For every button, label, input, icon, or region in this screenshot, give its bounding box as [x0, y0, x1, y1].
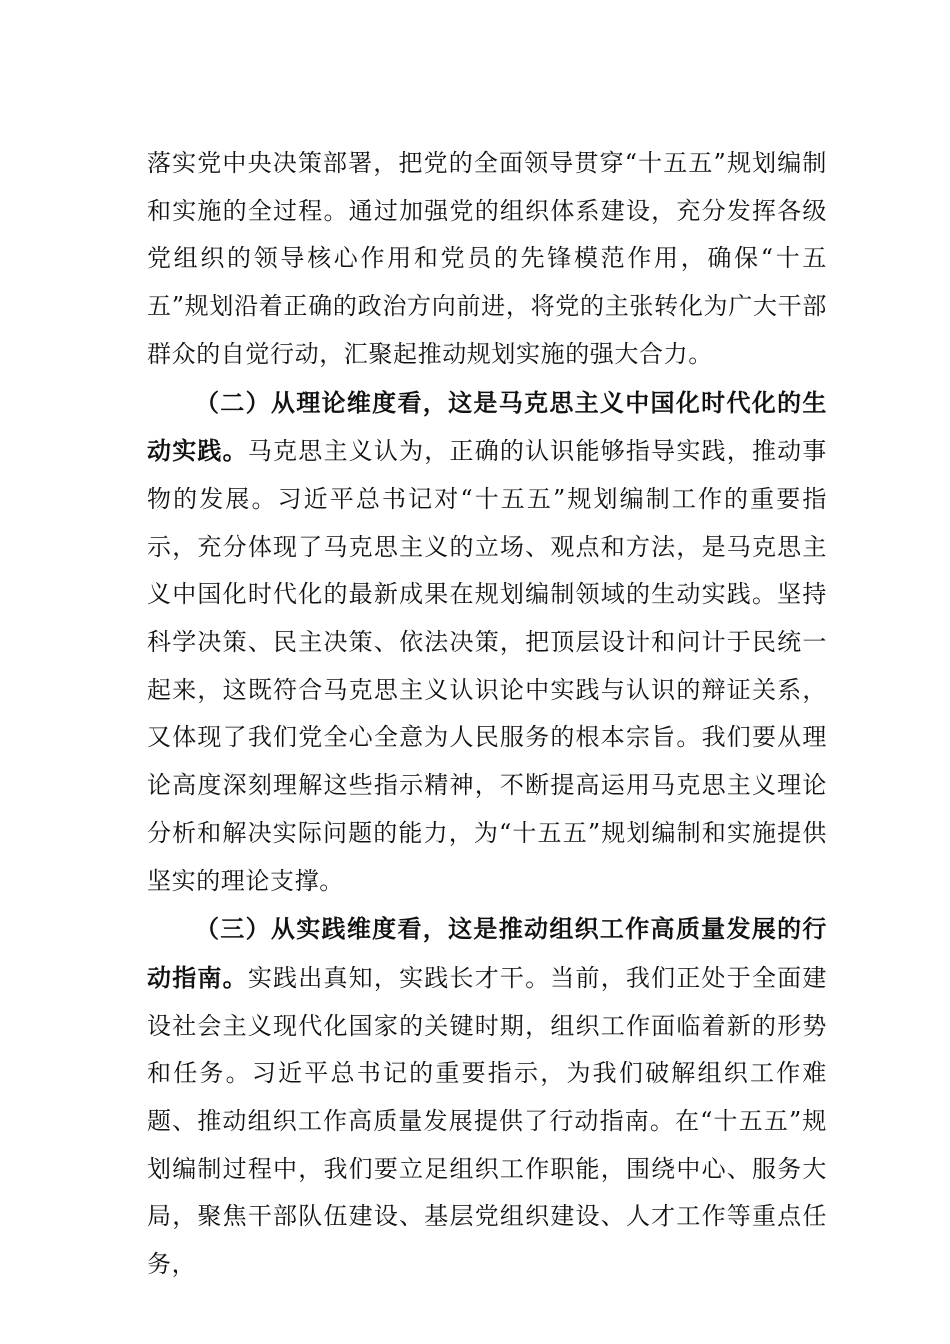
paragraph-text: 落实党中央决策部署，把党的全面领导贯穿“十五五”规划编制和实施的全过程。通过加强党的组织体系建设，充分发挥各级党组织的领导核心作用和党员的先锋模范作用，确保“十五五”规划沿着正确的政治方向前进，将党的主张转化为广大干部群众的自觉行动，汇聚起推动规划实施的强大合力。	[147, 149, 827, 368]
document-body	[147, 140, 827, 1289]
paragraph-text: 实践出真知，实践长才干。当前，我们正处于全面建设社会主义现代化国家的关键时期，组织工作面临着新的形势和任务。习近平总书记的重要指示，为我们破解组织工作难题、推动组织工作高质量发展提供了行动指南。在“十五五”规划编制过程中，我们要立足组织工作职能，围绕中心、服务大局，聚焦干部队伍建设、基层党组织建设、人才工作等重点任务，	[147, 963, 827, 1279]
paragraph-lead-heading: （三）从实践维度看，这是推动组织工作高质量发展的行动指南。	[147, 914, 827, 992]
paragraph-theory-dimension	[147, 379, 827, 906]
paragraph-continuation	[147, 140, 827, 379]
paragraph-text: 马克思主义认为，正确的认识能够指导实践，推动事物的发展。习近平总书记对“十五五”规划编制工作的重要指示，充分体现了马克思主义的立场、观点和方法，是马克思主义中国化时代化的最新成果在规划编制领域的生动实践。坚持科学决策、民主决策、依法决策，把顶层设计和问计于民统一起来，这既符合马克思主义认识论中实践与认识的辩证关系，又体现了我们党全心全意为人民服务的根本宗旨。我们要从理论高度深刻理解这些指示精神，不断提高运用马克思主义理论分析和解决实际问题的能力，为“十五五”规划编制和实施提供坚实的理论支撑。	[147, 437, 827, 895]
paragraph-lead-heading: （二）从理论维度看，这是马克思主义中国化时代化的生动实践。	[147, 387, 827, 466]
paragraph-practice-dimension	[147, 905, 827, 1289]
